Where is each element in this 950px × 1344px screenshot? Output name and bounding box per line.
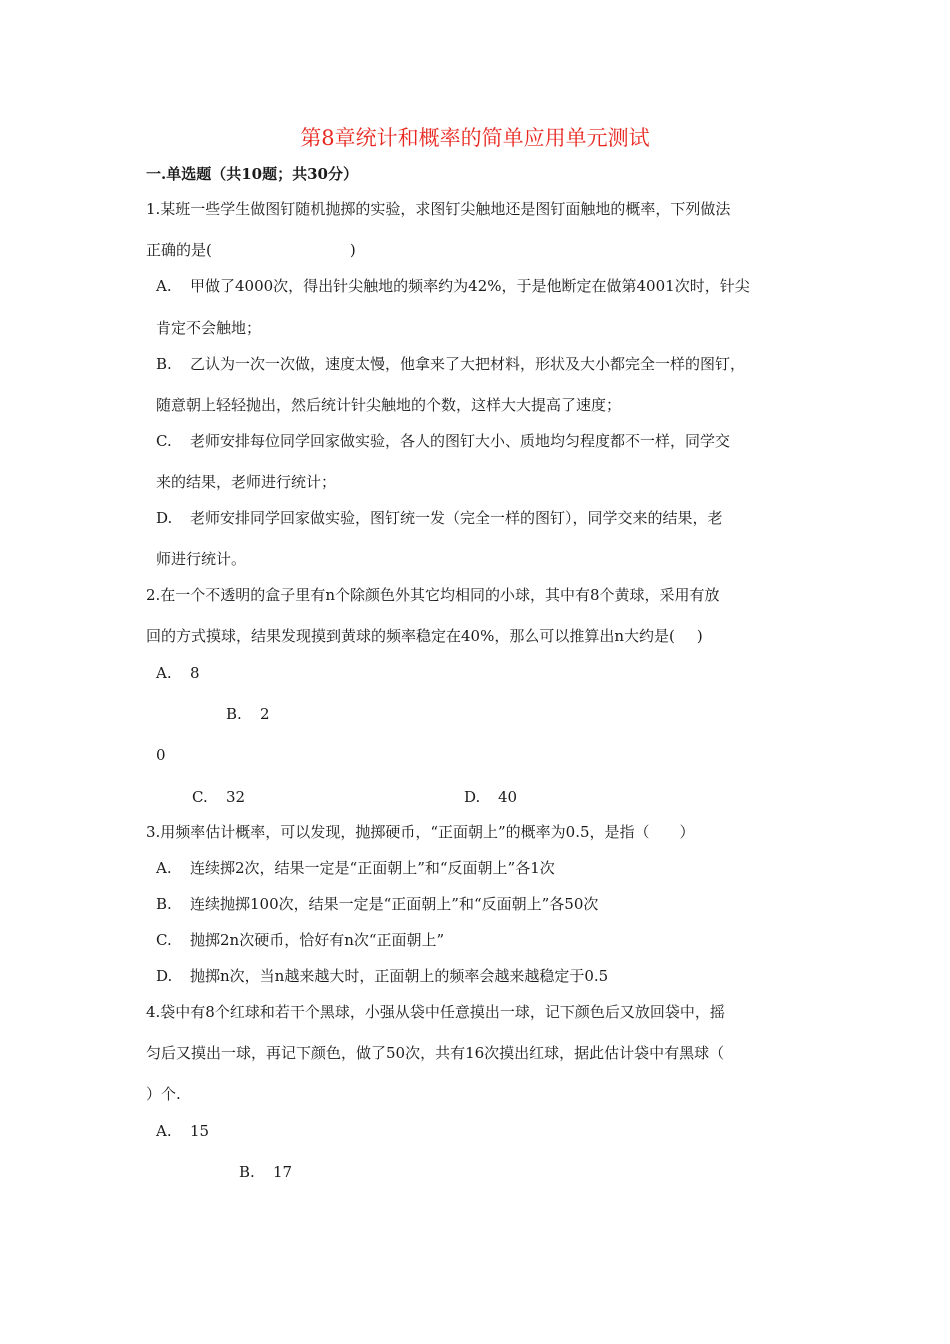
option-text: 老师安排每位同学回家做实验，各人的图钉大小、质地均匀程度都不一样，同学交 [190, 432, 731, 450]
q2-stem-line1: 2.在一个不透明的盒子里有n个除颜色外其它均相同的小球，其中有8个黄球，采用有放 [146, 586, 720, 604]
option-letter: D. [156, 967, 173, 985]
option-text: 抛掷2n次硬币，恰好有n次“正面朝上” [190, 931, 445, 949]
q2-option-b [226, 704, 270, 724]
q4-stem-line3: ）个. [146, 1085, 181, 1103]
q2-stem-line2 [146, 626, 703, 646]
option-text: 连续掷2次，结果一定是“正面朝上”和“反面朝上”各1次 [190, 859, 555, 877]
q3-option-d [156, 966, 608, 986]
option-letter: D. [464, 788, 481, 806]
q3-option-c [156, 930, 444, 950]
option-letter: C. [156, 931, 172, 949]
option-text: 17 [273, 1163, 293, 1181]
page-title: 第8章统计和概率的简单应用单元测试 [300, 126, 650, 150]
option-letter: C. [156, 432, 172, 450]
option-letter: B. [156, 355, 172, 373]
q1-stem-suffix: ) [349, 241, 356, 259]
option-letter: B. [226, 705, 242, 723]
option-letter: A. [156, 277, 172, 295]
option-text: 8 [190, 664, 200, 682]
q2-option-b-wrap: 0 [156, 746, 166, 764]
option-letter: A. [156, 859, 172, 877]
q3-option-b [156, 894, 598, 914]
option-text: 甲做了4000次，得出针尖触地的频率约为42%，于是他断定在做第4001次时，针尖 [190, 277, 750, 295]
option-text: 2 [260, 705, 270, 723]
section-heading: 一.单选题（共10题；共30分） [146, 165, 358, 183]
q3-option-a [156, 858, 555, 878]
option-text: 32 [226, 788, 246, 806]
option-text: 15 [190, 1122, 210, 1140]
q1-option-b [156, 354, 745, 374]
option-letter: B. [239, 1163, 255, 1181]
q1-stem-line1: 1.某班一些学生做图钉随机抛掷的实验，求图钉尖触地还是图钉面触地的概率，下列做法 [146, 200, 731, 218]
q1-option-c-cont: 来的结果，老师进行统计； [156, 473, 337, 491]
option-letter: D. [156, 509, 173, 527]
q2-option-d [464, 787, 517, 807]
q2-option-a [156, 663, 200, 683]
q4-stem-line1: 4.袋中有8个红球和若干个黑球，小强从袋中任意摸出一球，记下颜色后又放回袋中，摇 [146, 1003, 725, 1021]
q3-stem: 3.用频率估计概率，可以发现，抛掷硬币，“正面朝上”的概率为0.5，是指（ ） [146, 823, 695, 841]
option-text: 老师安排同学回家做实验，图钉统一发（完全一样的图钉），同学交来的结果，老 [190, 509, 723, 527]
option-letter: C. [192, 788, 208, 806]
q1-option-c [156, 431, 730, 451]
q2-option-c [192, 787, 245, 807]
q1-option-a-cont: 肯定不会触地； [156, 319, 262, 337]
q1-option-b-cont: 随意朝上轻轻抛出，然后统计针尖触地的个数，这样大大提高了速度； [156, 396, 622, 414]
q1-option-a [156, 276, 750, 296]
q1-option-d [156, 508, 723, 528]
option-text: 40 [498, 788, 518, 806]
option-text: 连续抛掷100次，结果一定是“正面朝上”和“反面朝上”各50次 [190, 895, 599, 913]
option-letter: B. [156, 895, 172, 913]
option-letter: A. [156, 664, 172, 682]
option-text: 抛掷n次，当n越来越大时，正面朝上的频率会越来越稳定于0.5 [190, 967, 609, 985]
q2-stem-prefix: 回的方式摸球，结果发现摸到黄球的频率稳定在40%，那么可以推算出n大约是( [146, 627, 675, 645]
q4-stem-line2: 匀后又摸出一球，再记下颜色，做了50次，共有16次摸出红球，据此估计袋中有黑球（ [146, 1044, 725, 1062]
q4-option-b [239, 1162, 292, 1182]
q1-stem-prefix: 正确的是( [146, 241, 212, 259]
option-text: 乙认为一次一次做，速度太慢，他拿来了大把材料，形状及大小都完全一样的图钉， [190, 355, 746, 373]
option-letter: A. [156, 1122, 172, 1140]
q1-option-d-cont: 师进行统计。 [156, 550, 247, 568]
q1-stem-line2 [146, 240, 356, 260]
q2-stem-suffix: ) [696, 627, 703, 645]
q4-option-a [156, 1121, 209, 1141]
